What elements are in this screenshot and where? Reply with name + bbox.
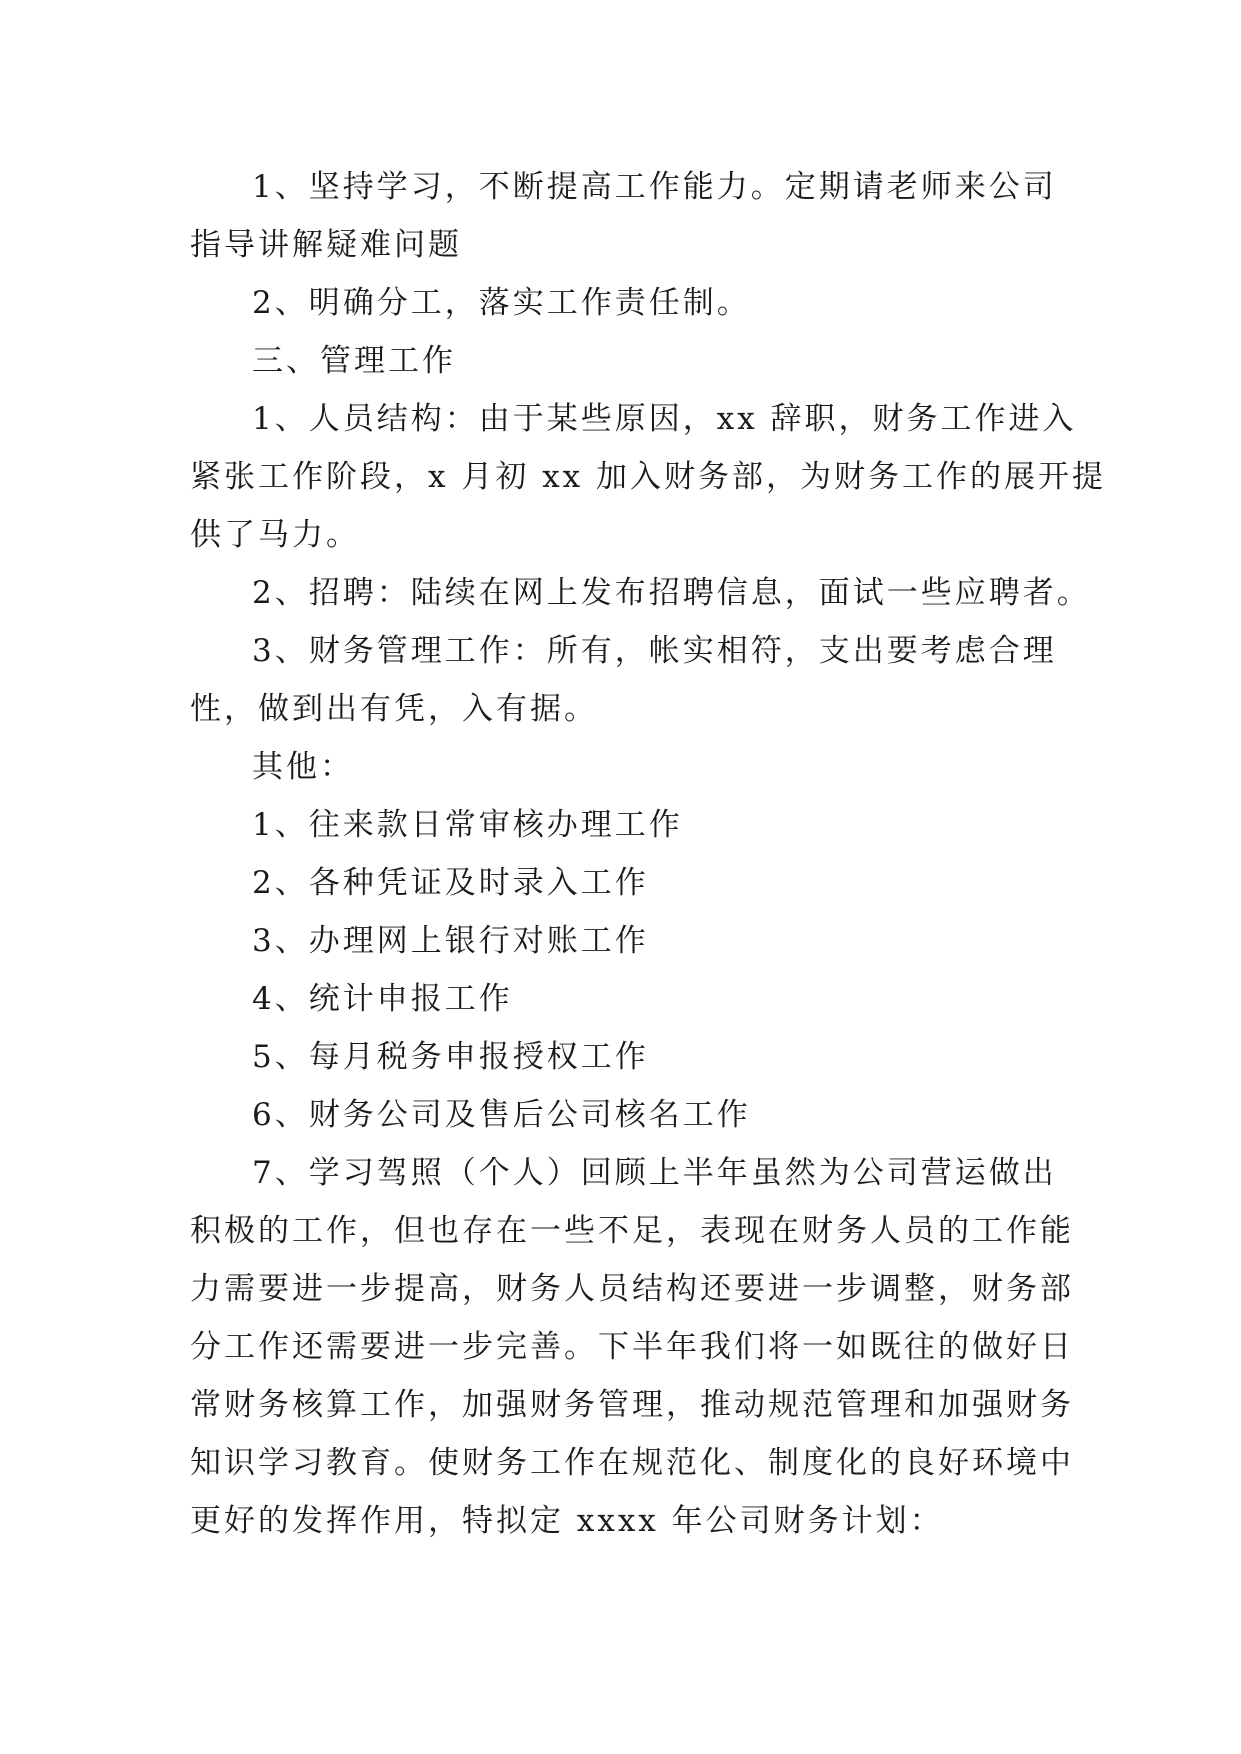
text-line: 1、人员结构：由于某些原因，xx 辞职，财务工作进入 xyxy=(252,401,1077,437)
text-line: 力需要进一步提高，财务人员结构还要进一步调整，财务部 xyxy=(190,1271,1074,1307)
list-item xyxy=(190,854,1050,912)
text-line: 其他： xyxy=(252,749,354,785)
text-line: 3、办理网上银行对账工作 xyxy=(252,923,649,959)
text-line: 性，做到出有凭，入有据。 xyxy=(190,691,598,727)
section-heading xyxy=(190,738,1050,796)
paragraph xyxy=(190,622,1057,738)
paragraph xyxy=(190,390,1107,564)
text-line: 紧张工作阶段，x 月初 xx 加入财务部，为财务工作的展开提 xyxy=(190,459,1107,495)
text-line: 三、管理工作 xyxy=(252,343,456,379)
text-line: 6、财务公司及售后公司核名工作 xyxy=(252,1097,751,1133)
text-line: 1、往来款日常审核办理工作 xyxy=(252,807,683,843)
text-line: 知识学习教育。使财务工作在规范化、制度化的良好环境中 xyxy=(190,1445,1074,1481)
list-item xyxy=(190,1028,1050,1086)
document-body xyxy=(190,158,1107,1550)
text-line: 积极的工作，但也存在一些不足，表现在财务人员的工作能 xyxy=(190,1213,1074,1249)
text-line: 2、各种凭证及时录入工作 xyxy=(252,865,649,901)
list-item xyxy=(190,796,1050,854)
text-line: 5、每月税务申报授权工作 xyxy=(252,1039,649,1075)
text-line: 指导讲解疑难问题 xyxy=(190,227,462,263)
text-line: 4、统计申报工作 xyxy=(252,981,513,1017)
text-line: 1、坚持学习，不断提高工作能力。定期请老师来公司 xyxy=(252,169,1057,205)
paragraph xyxy=(190,158,1057,274)
text-line: 7、学习驾照（个人）回顾上半年虽然为公司营运做出 xyxy=(252,1155,1057,1191)
text-line: 3、财务管理工作：所有，帐实相符，支出要考虑合理 xyxy=(252,633,1057,669)
section-heading xyxy=(190,332,1050,390)
list-item xyxy=(190,970,1050,1028)
list-item xyxy=(190,912,1050,970)
paragraph xyxy=(190,1144,1074,1550)
paragraph xyxy=(190,564,1091,622)
text-line: 常财务核算工作，加强财务管理，推动规范管理和加强财务 xyxy=(190,1387,1074,1423)
text-line: 供了马力。 xyxy=(190,517,360,553)
text-line: 更好的发挥作用，特拟定 xxxx 年公司财务计划： xyxy=(190,1503,944,1539)
text-line: 2、明确分工，落实工作责任制。 xyxy=(252,285,751,321)
list-item xyxy=(190,1086,1050,1144)
text-line: 2、招聘：陆续在网上发布招聘信息，面试一些应聘者。 xyxy=(252,575,1091,611)
text-line: 分工作还需要进一步完善。下半年我们将一如既往的做好日 xyxy=(190,1329,1074,1365)
paragraph xyxy=(190,274,1050,332)
